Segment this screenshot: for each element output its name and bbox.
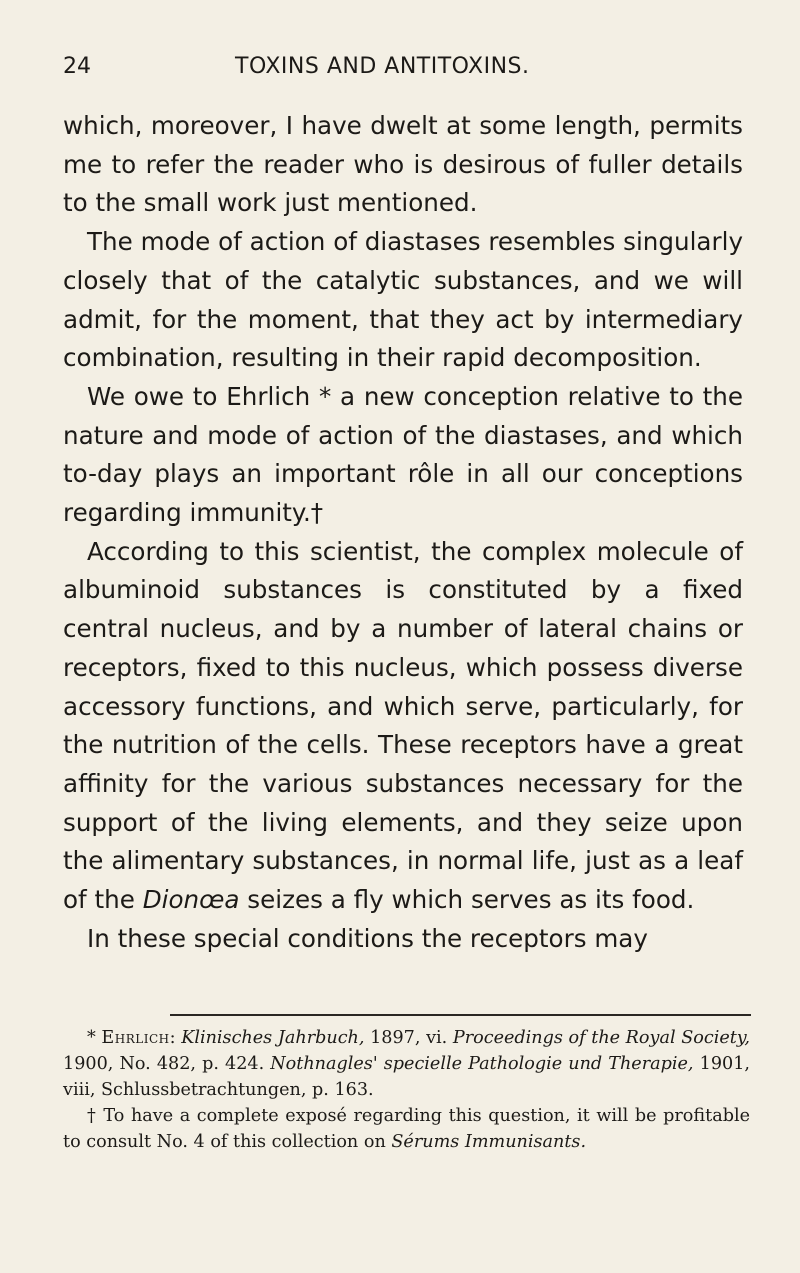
footnote-1: * Ehrlich: Klinisches Jahrbuch, 1897, vi. Proceedings of the Royal Society, 1900, No. 482, p. 424. Nothnagles' specielle Pathologie und Therapie, 1901, viii, Schlussbetrachtungen, p. 163. <box>63 1028 751 1100</box>
footnotes <box>63 1025 750 1155</box>
paragraph-final: In these special conditions the receptors may <box>87 923 648 953</box>
paragraph-receptors: According to this scientist, the complex molecule of albuminoid substances is constituted by a fixed central nucleus, and by a number of lateral chains or receptors, fixed to this nucleus, which possess diverse accessory functions, and which serve, particularly, for the nutrition of the cells. These receptors have a great affinity for the various substances necessary for the support of the living elements, and they seize upon the alimentary substances, in normal life, just as a leaf of the Dionœa seizes a fly which serves as its food. <box>63 536 743 915</box>
footnote-divider <box>170 1014 751 1016</box>
page-header <box>63 50 743 84</box>
footnote-marker-asterisk[interactable]: * <box>318 381 332 411</box>
body-text <box>63 107 743 958</box>
running-title: TOXINS AND ANTITOXINS. <box>235 54 530 79</box>
italic-dionaea: Dionœa <box>142 885 240 915</box>
footnote-marker-dagger[interactable]: † <box>310 498 324 528</box>
paragraph-diastases: The mode of action of diastases resembles singularly closely that of the catalytic substances, and we will admit, for the moment, that they act by intermediary combination, resulting in their rapid decomposition. <box>63 227 743 373</box>
paragraph-ehrlich: We owe to Ehrlich * a new conception relative to the nature and mode of action of the diastases, and which to-day plays an important rôle in all our conceptions regarding immunity.† <box>63 381 743 528</box>
paragraph-continuation: which, moreover, I have dwelt at some length, permits me to refer the reader who is desirous of fuller details to the small work just mentioned. <box>63 111 743 218</box>
footnote-2: † To have a complete exposé regarding this question, it will be profitable to consult No. 4 of this collection on Sérums Immunisants. <box>63 1106 750 1152</box>
page-number: 24 <box>63 54 91 79</box>
